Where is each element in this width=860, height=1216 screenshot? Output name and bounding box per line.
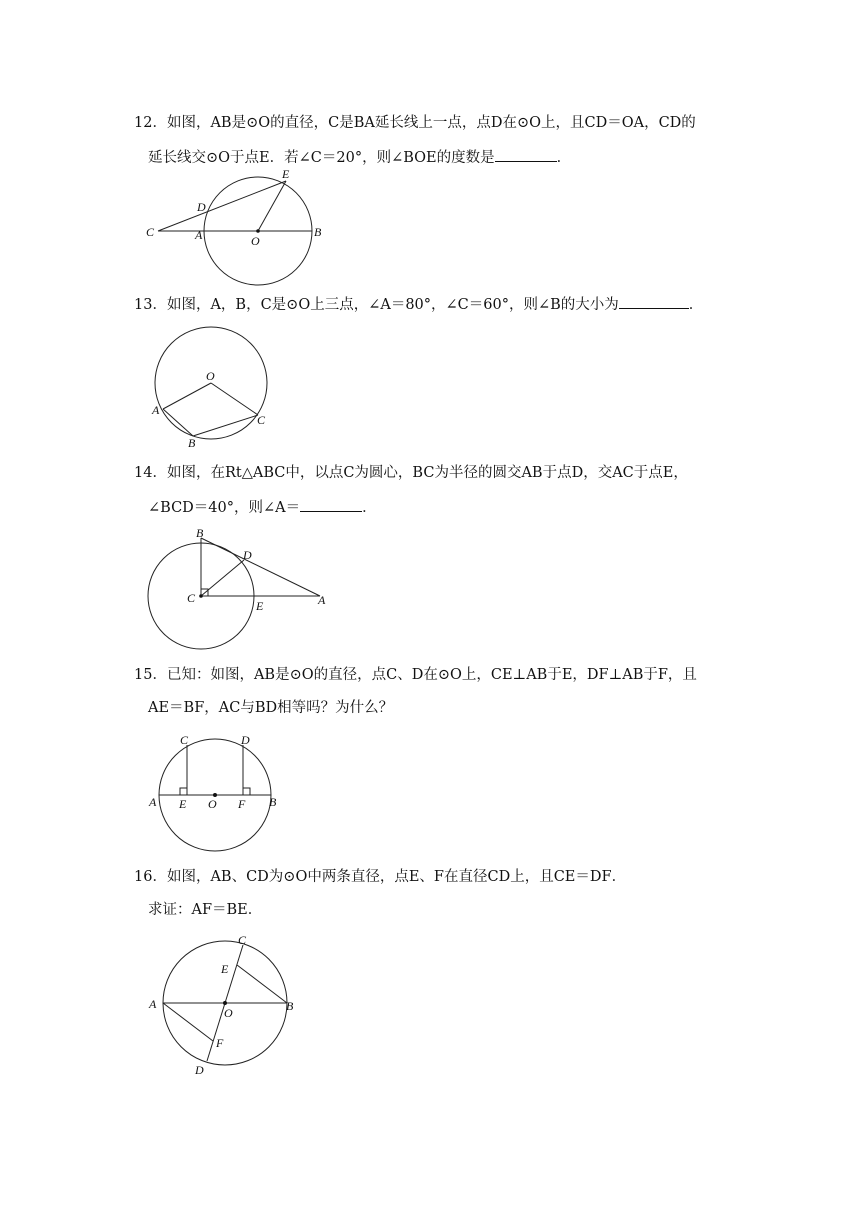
figure-16-two-diameters [145,928,305,1078]
problem-12-number: 12． [134,115,167,131]
problem-13-number: 13． [134,297,167,313]
label-O: O [208,797,217,811]
problem-14-period: ． [362,500,377,516]
answer-blank [619,294,689,309]
problem-14-text-1: 如图，在Rt△ABC中，以点C为圆心，BC为半径的圆交AB于点D，交AC于点E， [166,465,688,481]
label-A: A [152,403,160,417]
problem-15-number: 15． [134,667,167,683]
label-B: B [314,225,322,239]
label-O: O [206,369,215,383]
label-B: B [196,526,204,540]
label-A: A [149,795,157,809]
problem-15-text-1: 已知：如图，AB是⊙O的直径，点C、D在⊙O上，CE⊥AB于E，DF⊥AB于F，且 [166,667,697,683]
problem-13-text-1: 如图，A，B，C是⊙O上三点，∠A＝80°，∠C＝60°，则∠B的大小为 [166,297,619,313]
label-D: D [241,733,250,747]
figure-13-inscribed-quadrilateral [145,325,285,450]
problem-16-text-2: 求证：AF＝BE． [148,902,263,918]
problem-14-line-1 [134,463,688,483]
label-E: E [282,167,290,181]
label-A: A [318,593,326,607]
label-O: O [224,1006,233,1020]
label-E: E [256,599,264,613]
figure-14-right-triangle-circle [140,524,340,652]
label-D: D [243,548,252,562]
problem-15-text-2: AE＝BF，AC与BD相等吗？为什么？ [148,700,394,716]
label-A: A [195,228,203,242]
label-B: B [269,795,277,809]
label-C: C [146,225,155,239]
problem-16-line-1 [134,867,626,887]
problem-12-text-1: 如图，AB是⊙O的直径，C是BA延长线上一点，点D在⊙O上，且CD＝OA，CD的 [166,115,696,131]
label-B: B [188,436,196,450]
problem-15-line-2 [148,698,393,718]
label-E: E [179,797,187,811]
problem-16-text-1: 如图，AB、CD为⊙O中两条直径，点E、F在直径CD上，且CE＝DF． [166,869,627,885]
problem-13-period: ． [688,297,704,313]
problem-16-number: 16． [134,869,167,885]
label-F: F [216,1036,224,1050]
label-O: O [251,234,260,248]
label-C: C [257,413,266,427]
problem-12-line-2 [148,147,571,168]
problem-16-line-2 [148,900,262,920]
problem-12-period: ． [556,150,572,166]
label-B: B [286,999,294,1013]
problem-14-number: 14． [134,465,167,481]
label-C: C [180,733,189,747]
problem-13-line-1 [134,294,703,315]
figure-12-circle-secant [140,166,340,288]
label-C: C [187,591,196,605]
problem-14-text-2: ∠BCD＝40°，则∠A＝ [148,500,301,516]
label-F: F [238,797,246,811]
label-C: C [238,933,247,947]
label-D: D [197,200,206,214]
label-A: A [149,997,157,1011]
label-E: E [221,962,229,976]
answer-blank [300,497,362,512]
figure-15-perpendiculars [145,728,290,853]
problem-12-text-2: 延长线交⊙O于点E．若∠C＝20°，则∠BOE的度数是 [148,150,495,166]
problem-12-line-1 [134,113,696,133]
problem-14-line-2 [148,497,377,518]
answer-blank [495,147,557,162]
problem-15-line-1 [134,665,697,685]
label-D: D [195,1063,204,1077]
